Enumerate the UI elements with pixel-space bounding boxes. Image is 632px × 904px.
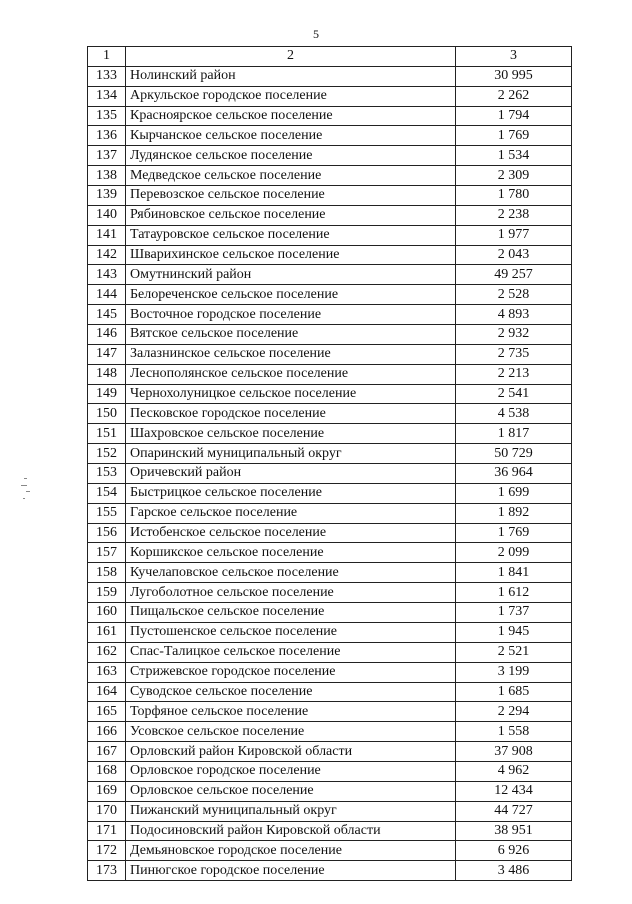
row-name: Орловское городское поселение: [126, 761, 456, 781]
table-row: [88, 265, 572, 285]
row-name: Спас-Талицкое сельское поселение: [126, 642, 456, 662]
table-row: [88, 583, 572, 603]
row-name: Кучелаповское сельское поселение: [126, 563, 456, 583]
table-row: [88, 225, 572, 245]
table-row: [88, 821, 572, 841]
row-name: Торфяное сельское поселение: [126, 702, 456, 722]
row-value: 2 213: [456, 364, 572, 384]
row-value: 12 434: [456, 781, 572, 801]
data-table: [87, 46, 572, 881]
header-col-3: 3: [456, 47, 572, 67]
row-value: 1 817: [456, 424, 572, 444]
row-name: Медведское сельское поселение: [126, 166, 456, 186]
row-value: 1 558: [456, 722, 572, 742]
table-row: [88, 424, 572, 444]
row-value: 2 932: [456, 325, 572, 345]
table-row: [88, 543, 572, 563]
row-number: 153: [88, 464, 126, 484]
row-value: 4 893: [456, 305, 572, 325]
table-row: [88, 841, 572, 861]
row-value: 2 099: [456, 543, 572, 563]
row-value: 1 612: [456, 583, 572, 603]
row-value: 1 534: [456, 146, 572, 166]
row-value: 1 769: [456, 126, 572, 146]
table-row: [88, 742, 572, 762]
table-row: [88, 146, 572, 166]
row-number: 136: [88, 126, 126, 146]
row-value: 2 735: [456, 344, 572, 364]
row-number: 156: [88, 523, 126, 543]
row-value: 50 729: [456, 444, 572, 464]
row-number: 145: [88, 305, 126, 325]
table-row: [88, 603, 572, 623]
row-number: 170: [88, 801, 126, 821]
row-name: Нолинский район: [126, 66, 456, 86]
row-name: Подосиновский район Кировской области: [126, 821, 456, 841]
row-number: 149: [88, 384, 126, 404]
row-name: Демьяновское городское поселение: [126, 841, 456, 861]
table-row: [88, 523, 572, 543]
row-number: 147: [88, 344, 126, 364]
page-number: 5: [313, 27, 319, 41]
row-name: Орловский район Кировской области: [126, 742, 456, 762]
table-row: [88, 86, 572, 106]
row-value: 2 309: [456, 166, 572, 186]
table-row: [88, 444, 572, 464]
row-name: Аркульское городское поселение: [126, 86, 456, 106]
row-number: 166: [88, 722, 126, 742]
table-row: [88, 503, 572, 523]
row-name: Залазнинское сельское поселение: [126, 344, 456, 364]
table-row: [88, 464, 572, 484]
row-name: Шварихинское сельское поселение: [126, 245, 456, 265]
row-number: 157: [88, 543, 126, 563]
row-number: 167: [88, 742, 126, 762]
table-row: [88, 344, 572, 364]
table-row: [88, 285, 572, 305]
row-name: Рябиновское сельское поселение: [126, 205, 456, 225]
table-row: [88, 801, 572, 821]
row-value: 36 964: [456, 464, 572, 484]
row-number: 169: [88, 781, 126, 801]
row-number: 159: [88, 583, 126, 603]
row-name: Омутнинский район: [126, 265, 456, 285]
row-name: Усовское сельское поселение: [126, 722, 456, 742]
table-row: [88, 483, 572, 503]
row-name: Лугоболотное сельское поселение: [126, 583, 456, 603]
row-number: 158: [88, 563, 126, 583]
row-name: Белореченское сельское поселение: [126, 285, 456, 305]
row-value: 1 769: [456, 523, 572, 543]
row-number: 141: [88, 225, 126, 245]
header-col-2: 2: [126, 47, 456, 67]
table-row: [88, 245, 572, 265]
row-value: 37 908: [456, 742, 572, 762]
table-body: [88, 66, 572, 880]
row-value: 44 727: [456, 801, 572, 821]
row-number: 165: [88, 702, 126, 722]
table-row: [88, 66, 572, 86]
row-value: 38 951: [456, 821, 572, 841]
margin-marks: [20, 476, 34, 504]
row-number: 173: [88, 861, 126, 881]
table-row: [88, 126, 572, 146]
table-row: [88, 722, 572, 742]
row-name: Перевозское сельское поселение: [126, 186, 456, 206]
table-row: [88, 861, 572, 881]
table-row: [88, 166, 572, 186]
row-number: 140: [88, 205, 126, 225]
row-number: 134: [88, 86, 126, 106]
row-name: Пустошенское сельское поселение: [126, 622, 456, 642]
table-row: [88, 404, 572, 424]
row-number: 150: [88, 404, 126, 424]
row-value: 3 199: [456, 662, 572, 682]
row-name: Суводское сельское поселение: [126, 682, 456, 702]
row-name: Коршикское сельское поселение: [126, 543, 456, 563]
row-number: 142: [88, 245, 126, 265]
row-number: 143: [88, 265, 126, 285]
row-name: Вятское сельское поселение: [126, 325, 456, 345]
table-row: [88, 325, 572, 345]
row-value: 49 257: [456, 265, 572, 285]
row-number: 138: [88, 166, 126, 186]
row-number: 161: [88, 622, 126, 642]
row-number: 172: [88, 841, 126, 861]
row-name: Лудянское сельское поселение: [126, 146, 456, 166]
row-value: 2 262: [456, 86, 572, 106]
row-name: Опаринский муниципальный округ: [126, 444, 456, 464]
row-value: 1 685: [456, 682, 572, 702]
row-number: 144: [88, 285, 126, 305]
row-number: 133: [88, 66, 126, 86]
row-value: 1 841: [456, 563, 572, 583]
row-value: 2 238: [456, 205, 572, 225]
row-number: 171: [88, 821, 126, 841]
row-number: 151: [88, 424, 126, 444]
table-row: [88, 781, 572, 801]
row-name: Орловское сельское поселение: [126, 781, 456, 801]
row-value: 3 486: [456, 861, 572, 881]
row-name: Шахровское сельское поселение: [126, 424, 456, 444]
row-number: 137: [88, 146, 126, 166]
row-value: 4 538: [456, 404, 572, 424]
row-value: 2 043: [456, 245, 572, 265]
row-value: 1 699: [456, 483, 572, 503]
row-name: Песковское городское поселение: [126, 404, 456, 424]
table-row: [88, 563, 572, 583]
row-value: 1 892: [456, 503, 572, 523]
row-number: 135: [88, 106, 126, 126]
table-row: [88, 384, 572, 404]
table-row: [88, 682, 572, 702]
row-name: Быстрицкое сельское поселение: [126, 483, 456, 503]
row-value: 1 780: [456, 186, 572, 206]
table-row: [88, 305, 572, 325]
table-row: [88, 642, 572, 662]
row-name: Пищальское сельское поселение: [126, 603, 456, 623]
row-number: 164: [88, 682, 126, 702]
row-name: Чернохолуницкое сельское поселение: [126, 384, 456, 404]
header-col-1: 1: [88, 47, 126, 67]
row-value: 2 528: [456, 285, 572, 305]
row-name: Оричевский район: [126, 464, 456, 484]
table-row: [88, 106, 572, 126]
row-number: 152: [88, 444, 126, 464]
table-row: [88, 186, 572, 206]
row-number: 163: [88, 662, 126, 682]
row-value: 2 541: [456, 384, 572, 404]
row-name: Восточное городское поселение: [126, 305, 456, 325]
row-number: 148: [88, 364, 126, 384]
row-name: Стрижевское городское поселение: [126, 662, 456, 682]
row-value: 1 945: [456, 622, 572, 642]
table-row: [88, 622, 572, 642]
table-row: [88, 662, 572, 682]
row-value: 1 794: [456, 106, 572, 126]
row-number: 155: [88, 503, 126, 523]
row-name: Гарское сельское поселение: [126, 503, 456, 523]
row-value: 2 521: [456, 642, 572, 662]
row-name: Татауровское сельское поселение: [126, 225, 456, 245]
table-header-row: [88, 47, 572, 67]
row-value: 6 926: [456, 841, 572, 861]
table-row: [88, 702, 572, 722]
row-name: Леснополянское сельское поселение: [126, 364, 456, 384]
row-number: 162: [88, 642, 126, 662]
row-name: Истобенское сельское поселение: [126, 523, 456, 543]
row-name: Пинюгское городское поселение: [126, 861, 456, 881]
row-name: Кырчанское сельское поселение: [126, 126, 456, 146]
table-row: [88, 205, 572, 225]
table-row: [88, 761, 572, 781]
row-name: Пижанский муниципальный округ: [126, 801, 456, 821]
row-value: 4 962: [456, 761, 572, 781]
row-number: 154: [88, 483, 126, 503]
row-number: 168: [88, 761, 126, 781]
row-value: 30 995: [456, 66, 572, 86]
row-value: 2 294: [456, 702, 572, 722]
row-name: Красноярское сельское поселение: [126, 106, 456, 126]
row-number: 146: [88, 325, 126, 345]
row-number: 160: [88, 603, 126, 623]
row-number: 139: [88, 186, 126, 206]
row-value: 1 977: [456, 225, 572, 245]
row-value: 1 737: [456, 603, 572, 623]
table-row: [88, 364, 572, 384]
